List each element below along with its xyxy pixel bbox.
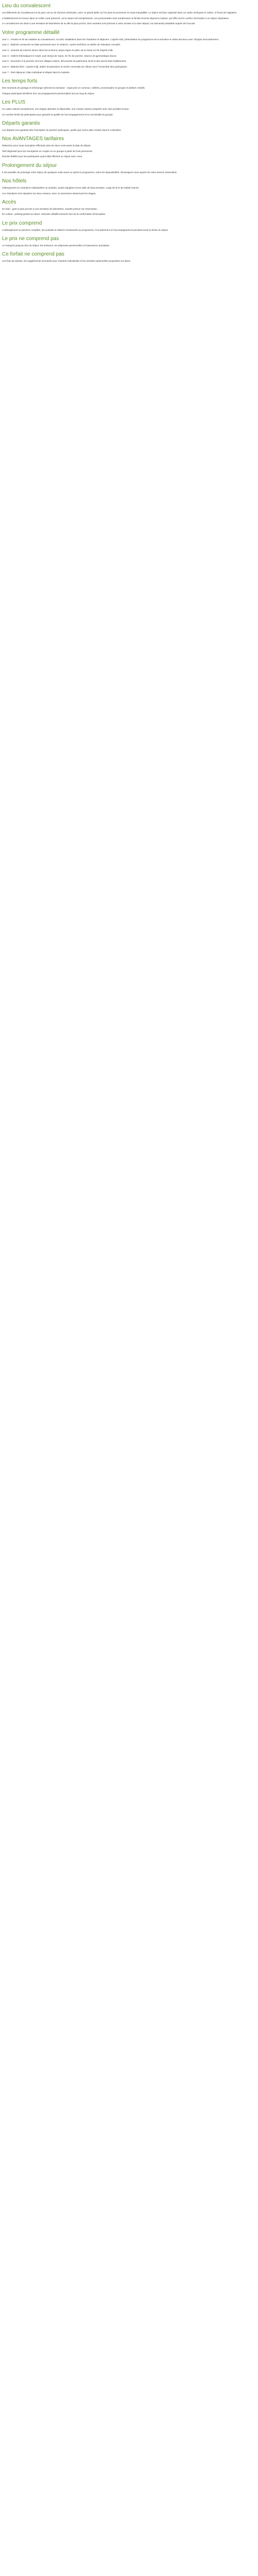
section-paragraph: Jour 5 : Excursion à la journée vers les villages voisins, découverte du patrimoine local et des savoir-faire traditionnels.	[2, 60, 127, 63]
section-title: Votre programme détaillé	[2, 29, 60, 36]
section-paragraph: Le transport jusqu'au lieu du séjour, les boissons, les dépenses personnelles et l'assurance annulation.	[2, 244, 110, 247]
section-paragraph: Tarif dégressif pour les inscriptions en couple ou en groupe à partir de trois personnes.	[2, 149, 93, 152]
section-paragraph: L'hébergement en pension complète, les activités et ateliers mentionnés au programme, l'encadrement et l'accompagnement pendant toute la durée du séjour.	[2, 228, 169, 231]
section-paragraph: En train : gare la plus proche à une trentaine de kilomètres, navette prévue sur réservation.	[2, 207, 98, 210]
section	[2, 199, 256, 216]
section-paragraph: Les chambres sont réparties sur deux niveaux, avec un ascenseur desservant les étages.	[2, 192, 96, 195]
section-title: Ce forfait ne comprend pas	[2, 251, 64, 258]
section	[2, 30, 256, 74]
section-title: Prolongement du séjour	[2, 162, 57, 168]
section-paragraph: Remise fidélité pour les participants ayant déjà effectué un séjour avec nous.	[2, 155, 83, 158]
section	[2, 236, 256, 247]
document-page	[0, 0, 258, 269]
section-title: Nos AVANTAGES tarifaires	[2, 136, 64, 142]
section	[2, 163, 256, 174]
section-title: Départs garantis	[2, 120, 40, 126]
section	[2, 178, 256, 195]
section-paragraph: Jour 2 : Matinée consacrée au bilan personnel avec le médecin. Après-midi libre ou atelier de relaxation encadré.	[2, 43, 121, 46]
section-title: Accès	[2, 199, 17, 205]
section-paragraph: Jour 4 : Ateliers thématiques le matin, puis temps de repos. En fin de journée, séance de gymnastique douce.	[2, 54, 117, 57]
section-paragraph: Jour 7 : Petit déjeuner, bilan individuel et départ dans la matinée.	[2, 71, 70, 74]
section-paragraph: Il est possible de prolonger votre séjour de quelques nuits avant ou après le programme, selon les disponibilités. Renseignez-vous auprès de notre service réservation.	[2, 171, 178, 174]
section-paragraph: Le convalescent est situé à une trentaine de kilomètres de la ville la plus proche. Des navettes sont prévues à votre arrivée et à votre départ, sur demande préalable auprès de l'accueil.	[2, 22, 196, 25]
section-paragraph: L'établissement se trouve dans un milieu rural préservé, où la nature est omniprésente. Les promenades sont nombreuses et faciles d'accès depuis la maison, qui offre tout le confort nécessaire à un séjour réparateur.	[2, 16, 230, 20]
section	[2, 136, 256, 159]
section-title: Les temps forts	[2, 78, 38, 84]
section-title: Nos hôtels	[2, 178, 27, 184]
section	[2, 3, 256, 26]
section	[2, 78, 256, 95]
section-paragraph: Hébergement en chambres individuelles ou doubles, toutes équipées d'une salle de bain privative. Linge de lit et de toilette fournis.	[2, 186, 139, 189]
section-paragraph: Les bâtiments du convalescent et du parc ont un air d'ancien séminaire, avec un grand jardin où l'on peut se promener en toute tranquillité. Le séjour est bien organisé dans un cadre verdoyant et calme, à l'écart de l'agitation.	[2, 11, 237, 14]
section-title: Le prix ne comprend pas	[2, 235, 59, 242]
section-paragraph: En voiture : parking gratuit sur place. Itinéraire détaillé transmis lors de la confirmation d'inscription.	[2, 213, 106, 216]
section-paragraph: Les départs sont garantis dès l'inscription du premier participant, quelle que soit la date choisie dans le calendrier.	[2, 128, 122, 131]
section-paragraph: Chaque participant bénéficie d'un accompagnement personnalisé tout au long du séjour.	[2, 92, 95, 95]
section-paragraph: Jour 1 : Arrivée en fin de matinée au convalescent. Accueil, installation dans les chambres et déjeuner. L'après-midi, présentation du programme de la semaine et visite des lieux avec l'équipe d'encadrement.	[2, 38, 219, 41]
section-paragraph: Des moments de partage et d'échange rythment la semaine : repas pris en commun, veillées, promenades en groupe et ateliers créatifs.	[2, 87, 146, 90]
section-paragraph: Réduction pour toute inscription effectuée plus de deux mois avant la date de départ.	[2, 144, 91, 147]
section-paragraph: Un nombre limité de participants pour garantir la qualité de l'accompagnement et la convivialité du groupe.	[2, 113, 114, 116]
section-title: Lieu du convalescent	[2, 3, 51, 9]
section	[2, 99, 256, 116]
section	[2, 221, 256, 232]
section-paragraph: Jour 6 : Matinée libre. L'après-midi, atelier d'expression et soirée conviviale de clôture avec l'ensemble des participants.	[2, 65, 127, 69]
section	[2, 251, 256, 263]
section-title: Le prix comprend	[2, 220, 42, 226]
section-title: Les PLUS	[2, 99, 26, 105]
section-paragraph: Un cadre naturel exceptionnel, une équipe attentive et disponible, une cuisine maison préparée avec des produits locaux.	[2, 107, 130, 110]
section-paragraph: Les frais de dossier, les suppléments éventuels pour chambre individuelle et les activités optionnelles proposées sur place.	[2, 260, 131, 263]
section	[2, 121, 256, 132]
section-paragraph: Jour 3 : Journée de marche douce dans les environs, pique-nique en plein air et retour en fin d'après-midi.	[2, 49, 114, 52]
